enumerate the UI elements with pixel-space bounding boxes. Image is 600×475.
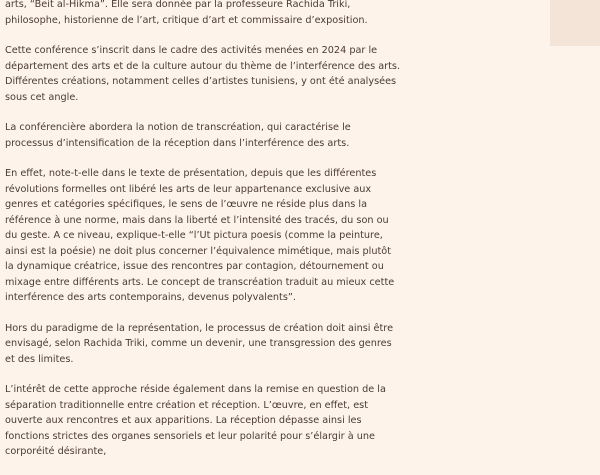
article-paragraph: Cette conférence s’inscrit dans le cadre des activités menées en 2024 par le département des arts et de la culture autour du thème de l’interférence des arts. Différentes créations, notamment celles d’artistes tunisiens, y ont été analysées sous cet angle. — [5, 45, 401, 103]
article-paragraph: En effet, note-t-elle dans le texte de présentation, depuis que les différentes révolutions formelles ont libéré les arts de leur appartenance exclusive aux genres et catégories spécifiques, le sens de l’œuvre ne réside plus dans la référence à une norme, mais dans la liberté et l’intensité des tracés, du son ou du geste. A ce niveau, explique-t-elle “l’Ut pictura poesis (comme la peinture, ainsi est la poésie) ne doit plus concerner l’équivalence mimétique, mais plutôt la dynamique créatrice, issue des rencontres par contagion, détournement ou mixage entre différents arts. Le concept de transcréation traduit au mieux cette interférence des arts contemporains, devenus polyvalents”. — [5, 168, 395, 303]
sidebar-ad-placeholder — [550, 0, 600, 46]
article-paragraph: La conférencière abordera la notion de transcréation, qui caractérise le processus d’intensification de la réception dans l’interférence des arts. — [5, 122, 351, 149]
article-paragraph: L’intérêt de cette approche réside également dans la remise en question de la séparation traditionnelle entre création et réception. L’œuvre, en effet, est ouverte aux rencontres et aux apparitions. La réception dépasse ainsi les fonctions strictes des organes sensoriels et leur polarité pour s’élargir à une corporéité désirante, — [5, 384, 386, 457]
article-paragraph: Hors du paradigme de la représentation, le processus de création doit ainsi être envisagé, selon Rachida Triki, comme un devenir, une transgression des genres et des limites. — [5, 322, 394, 365]
article-body — [5, 0, 401, 475]
article-paragraph: arts, “Beit al-Hikma”. Elle sera donnée par la professeure Rachida Triki, philosophe, historienne de l’art, critique d’art et commissaire d’exposition. — [5, 0, 368, 26]
